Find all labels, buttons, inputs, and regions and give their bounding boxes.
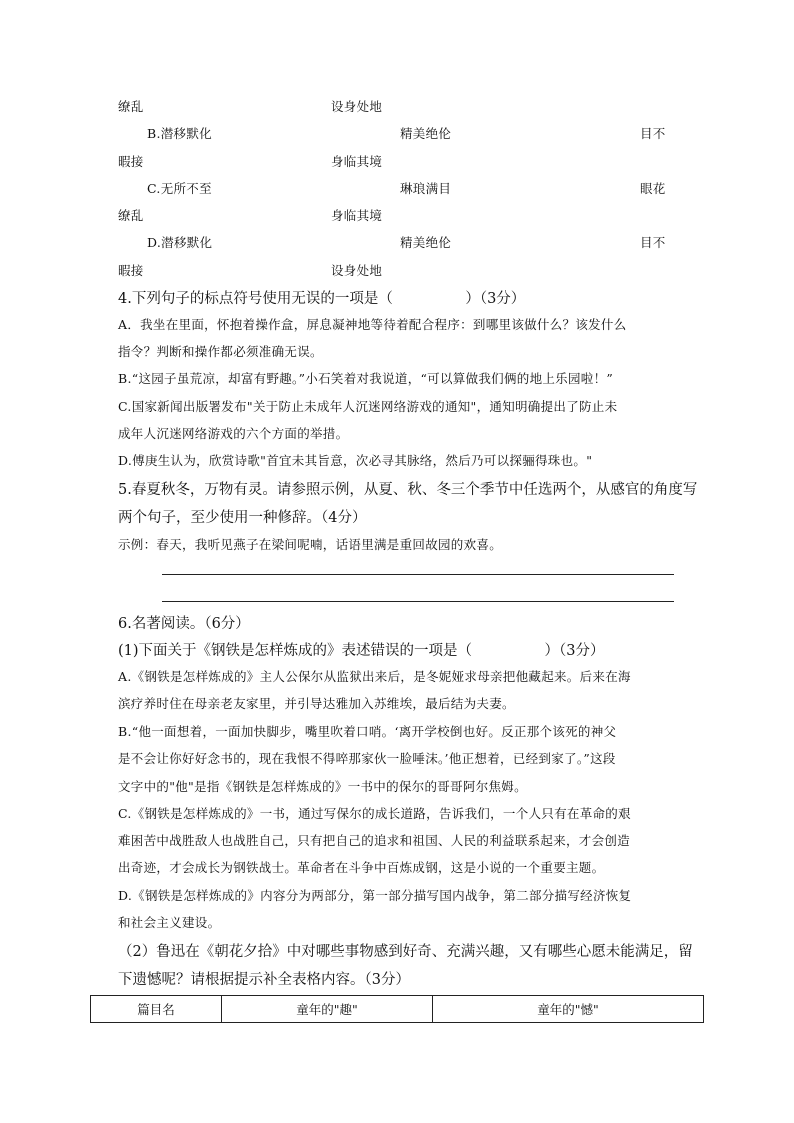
- question-4-option-a-cont: 指令？判断和操作都必须准确无误。: [118, 344, 323, 359]
- table-header-row: [91, 996, 704, 1023]
- option-text: 暇接: [118, 154, 144, 169]
- question-6-part2-stem-cont: 下遗憾呢？请根据提示补全表格内容。（3分）: [118, 972, 410, 988]
- question-4-option-d: D.傅庚生认为，欣赏诗歌"首宜未其旨意，次必寻其脉络，然后乃可以探骊得珠也。": [118, 453, 593, 468]
- question-6-option-c: C.《钢铁是怎样炼成的》一书，通过写保尔的成长道路，告诉我们，一个人只有在革命的艰: [118, 806, 631, 821]
- option-text: 目不: [640, 235, 666, 250]
- option-text: 精美绝伦: [400, 126, 452, 141]
- question-6-option-c-cont: 难困苦中战胜敌人也战胜自己，只有把自己的追求和祖国、人民的利益联系起来，才会创造: [118, 833, 631, 848]
- option-text: 缭乱: [118, 99, 144, 114]
- question-5-stem: 5.春夏秋冬，万物有灵。请参照示例，从夏、秋、冬三个季节中任选两个，从感官的角度写: [118, 482, 698, 498]
- question-6-option-b-cont: 是不会让你好好念书的，现在我恨不得啐那家伙一脸唾沫。’他正想着，已经到家了。”这段: [118, 751, 616, 766]
- option-text: 身临其境: [331, 208, 383, 223]
- table-header-fun: 童年的"趣": [222, 996, 433, 1023]
- question-4-option-c-cont: 成年人沉迷网络游戏的六个方面的举措。: [118, 426, 349, 441]
- question-6-option-b-cont: 文字中的"他"是指《钢铁是怎样炼成的》一书中的保尔的哥哥阿尔焦姆。: [118, 779, 527, 794]
- question-5-stem-cont: 两个句子，至少使用一种修辞。（4分）: [118, 510, 367, 526]
- option-d-label: D.潜移默化: [147, 235, 213, 250]
- option-text: 设身处地: [331, 99, 383, 114]
- question-6-option-a-cont: 滨疗养时住在母亲老友家里，并引导达雅加入苏维埃，最后结为夫妻。: [118, 696, 515, 711]
- option-text: 精美绝伦: [400, 235, 452, 250]
- answer-line[interactable]: [162, 574, 674, 575]
- option-text: 身临其境: [331, 154, 383, 169]
- question-6-part1-stem: (1)下面关于《钢铁是怎样炼成的》表述错误的一项是（ ）（3分）: [118, 643, 605, 659]
- question-4-option-b: B.“这园子虽荒凉，却富有野趣。”小石笑着对我说道，“可以算做我们俩的地上乐园啦！”: [118, 371, 614, 386]
- question-4-option-a: A．我坐在里面，怀抱着操作盒，屏息凝神地等待着配合程序：到哪里该做什么？该发什么: [118, 317, 627, 332]
- question-6-option-b: B.“他一面想着，一面加快脚步，嘴里吹着口哨。‘离开学校倒也好。反正那个该死的神父: [118, 724, 617, 739]
- table-header-regret: 童年的"憾": [433, 996, 704, 1023]
- option-c-label: C.无所不至: [147, 181, 212, 196]
- option-text: 设身处地: [331, 263, 383, 278]
- question-5-example: 示例：春天，我听见燕子在梁间呢喃，话语里满是重回故园的欢喜。: [118, 537, 503, 552]
- summary-table: [90, 995, 704, 1023]
- question-4-stem: 4.下列句子的标点符号使用无误的一项是（ ）（3分）: [118, 291, 526, 307]
- question-4-option-c: C.国家新闻出版署发布"关于防止未成年人沉迷网络游戏的通知"，通知明确提出了防止未: [118, 399, 618, 414]
- option-text: 琳琅满目: [400, 181, 452, 196]
- table-header-title: 篇目名: [91, 996, 222, 1023]
- question-6-title: 6.名著阅读。（6分）: [118, 616, 250, 632]
- answer-line[interactable]: [162, 601, 674, 602]
- question-6-option-c-cont: 出奇迹，才会成长为钢铁战士。革命者在斗争中百炼成钢，这是小说的一个重要主题。: [118, 860, 605, 875]
- question-6-part2-stem: （2）鲁迅在《朝花夕拾》中对哪些事物感到好奇、充满兴趣，又有哪些心愿未能满足，留: [118, 944, 693, 960]
- option-b-label: B.潜移默化: [147, 126, 212, 141]
- question-6-option-d-cont: 和社会主义建设。: [118, 915, 221, 930]
- option-text: 目不: [640, 126, 666, 141]
- question-6-option-a: A.《钢铁是怎样炼成的》主人公保尔从监狱出来后，是冬妮娅求母亲把他藏起来。后来在海: [118, 669, 631, 684]
- question-6-option-d: D.《钢铁是怎样炼成的》内容分为两部分，第一部分描写国内战争，第二部分描写经济恢复: [118, 888, 632, 903]
- option-text: 暇接: [118, 263, 144, 278]
- option-text: 眼花: [640, 181, 666, 196]
- option-text: 缭乱: [118, 208, 144, 223]
